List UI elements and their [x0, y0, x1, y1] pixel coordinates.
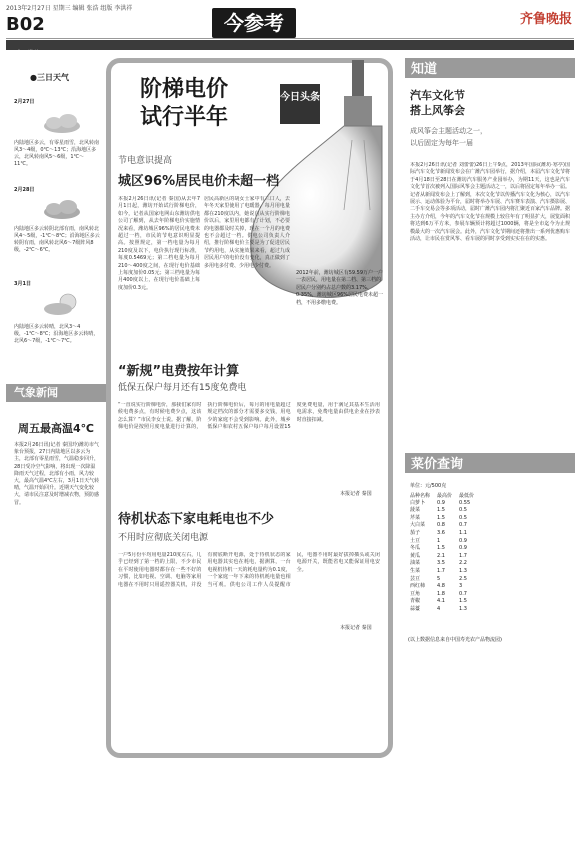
table-cell: 0.8: [437, 522, 445, 529]
weather-text-3: 内陆地区多云转晴，北风3～4级，-1℃～8℃；沿海地区多云转晴，北风6～7级，-1℃～7℃。: [14, 324, 99, 344]
table-cell: 茄子: [410, 529, 421, 536]
table-cell: 1.7: [459, 552, 467, 559]
table-cell: 4: [437, 605, 441, 612]
table-cell: 土豆: [410, 537, 421, 544]
cloudy-rain-icon: [40, 198, 84, 222]
table-cell: 0.9: [459, 537, 467, 544]
table-cell: 油菜: [410, 560, 421, 567]
newspaper-brand: 齐鲁晚报: [519, 12, 572, 27]
table-cell: 3.6: [437, 529, 445, 536]
headline-badge: 今日头条: [280, 84, 320, 124]
table-cell: 4.8: [437, 583, 445, 590]
table-cell: 1: [437, 537, 441, 544]
table-row: [408, 568, 479, 576]
table-cell: 1.3: [459, 567, 467, 574]
right-article-body: 本报2月26日讯(记者 刘蕾蕾)26日上午9点，2013年国际(潍坊·寒亭)国际汽车文化节新闻发布会在广潍汽车园举行，据介绍，本届汽车文化节将于4月18日至28日在潍坊汽车服务产业园举办，为期11天，这也是汽车文化节首次被列入国际风筝会主题活动之一，以后将固定每年举办一届。记者从新闻发布会上了解到，本次文化节以传播汽车文化为核心，以汽车展示、运动体验为平台，届时将举办车展、汽车赛车表演、汽车摄影展、二手车交易会等多项活动，届时广潍汽车园内将汇聚近百家汽车品牌。据主办方介绍，今年的汽车文化节在规模上较往年有了明显扩大，展览面积将达到6万平方米，参展车辆预计将超过1000辆，将是全市迄今为止规模最大的一次汽车展会。此外，汽车文化节期间还将推出一系列优惠购车活动，让市民在赏风筝、看车展的同时享受到实实在在的实惠。: [410, 162, 570, 243]
article-body-1: 本报2月26日讯(记者 秦国)从去年7月1日起，潍坊开始试行阶梯电价，如今，记者从国家电网山东潍坊供电公司了解到，从去年阶梯电价实施情况来看，潍坊城区96%的居民电费未超过一档，市民的节电意识明显提高。按照规定，第一档电量为每月210度及以下，电价执行现行标准，每度0.5469元；第二档电量为每月210～400度之间，在现行电价基础上每度加价0.05元；第三档电量为每月400度以上，在现行电价基础上每度加价0.3元。: [118, 196, 200, 291]
table-cell: 1.5: [437, 514, 445, 521]
table-cell: 2.2: [459, 560, 467, 567]
table-cell: 1.3: [459, 605, 467, 612]
table-row: [408, 606, 479, 614]
table-cell: 1.5: [459, 598, 467, 605]
article-body-3: 一户5月份平均用电量210度左右，几乎已经到了第一档的上限，不少市民在平时使用电器时都存在一些不好的习惯，比如电视、空调、电脑等家用电器在不用时只用遥控器关机，并没有彻底断开电源，处于待机状态的家用电器其实也在耗电，据测算，一台电视机待机一天的耗电量约为0.1度，一个家庭一年下来的待机耗电量也相当可观。供电公司工作人员提醒市民，电器不用时最好拔掉插头或关闭电源开关，既能省电又能保证用电安全。: [118, 552, 380, 588]
table-cell: 1.7: [437, 567, 445, 574]
table-row: [408, 576, 479, 584]
table-cell: 3.5: [437, 560, 445, 567]
table-cell: 2.5: [459, 575, 467, 582]
weather-text-1: 内陆地区多云，有零星雨雪，北风转南风3～4级，0℃～13℃；沿海地区多云，北风转南风5～6级，1℃～11℃。: [14, 140, 100, 167]
table-cell: 黄瓜: [410, 552, 421, 559]
table-cell: 蒜薹: [410, 605, 421, 612]
table-row: [408, 583, 479, 591]
byline-3: 本报记者 秦国: [340, 625, 372, 631]
table-cell: 0.55: [459, 499, 471, 506]
section-bar: [6, 40, 574, 57]
header-rule: [6, 38, 574, 39]
cloudy-snow-icon: [40, 112, 84, 136]
table-cell: 生菜: [410, 567, 421, 574]
table-cell: 芸豆: [410, 575, 421, 582]
table-cell: 0.7: [459, 590, 467, 597]
section-label: 今日潍坊: [16, 50, 41, 57]
table-cell: 大白菜: [410, 522, 426, 529]
page-number: B02: [6, 14, 45, 35]
table-cell: 西红柿: [410, 583, 426, 590]
weather-date-1: 2月27日: [14, 99, 35, 105]
table-row: [408, 545, 479, 553]
table-cell: 1.1: [459, 529, 467, 536]
price-source: (以上数据信息来自中国寿光农产品物流园): [408, 637, 502, 643]
table-cell: 4.1: [437, 598, 445, 605]
table-cell: 1.5: [437, 545, 445, 552]
table-cell: 0.5: [459, 514, 467, 521]
column-header: 品种名称: [410, 493, 431, 500]
table-cell: 冬瓜: [410, 545, 421, 552]
weather-date-2: 2月28日: [14, 187, 35, 193]
table-row: [408, 522, 479, 530]
table-cell: 3: [459, 583, 463, 590]
headline-1: 城区96%居民电价未超一档: [118, 174, 280, 189]
article-body-1b: 居民高新区的胡女士家中有三口人，去年冬天家里使用了电暖器，每月用电量都在210度以内，她说自从实行阶梯电价以后，家里用电都有了计划，不必要的电器都及时关掉，现在一个月的电费也不会超过一档。供电公司负责人介绍，推行阶梯电价主要是为了促进居民节约用电，从实施效果来看，超过九成居民用户的电价没有变化，真正做到了多用电多付费、少用电少付费。: [204, 196, 290, 269]
byline-2: 本报记者 秦国: [340, 491, 372, 497]
table-cell: 0.7: [459, 522, 467, 529]
section-logo: 今参考: [212, 8, 296, 38]
right-subhead: 成风筝会主题活动之一， 以后固定为每年一届: [410, 127, 487, 147]
table-cell: 白萝卜: [410, 499, 426, 506]
table-row: [408, 560, 479, 568]
main-title: 阶梯电价 试行半年: [140, 77, 229, 130]
table-cell: 0.9: [459, 545, 467, 552]
kicker: 节电意识提高: [118, 156, 173, 166]
vegetable-price-banner: 菜价查询: [405, 453, 575, 473]
weather-news-banner: 气象新闻: [6, 384, 106, 402]
table-header-row: [408, 492, 479, 500]
weather-date-3: 3月1日: [14, 281, 31, 287]
headline-3: 待机状态下家电耗电也不少: [118, 512, 275, 527]
table-cell: 豆角: [410, 590, 421, 597]
column-header: 最低价: [459, 493, 475, 500]
know-banner: 知道: [405, 58, 575, 78]
article-body-2: “一直说实行阶梯电价，那我们家有时候电费多点，有时候电费少点，这该怎么算？”市民李女士说。据了解，阶梯电价是按照月度电量进行计算的，执行阶梯电价后，每月的用电量超过规定档次的部分才需要多交钱，用电少的家庭不会受到影响。此外，城乡低保户和农村五保户每户每月设置15度免费电量，用于满足其基本生活用电需求，免费电量由供电企业在抄表时直接扣减。: [118, 402, 380, 431]
subhead-2: 低保五保户每月还有15度免费电: [118, 383, 247, 393]
bulb-caption: 2012年前，潍坊城区有59.59万户一户一表居民，用电量在第二档、第三档的居民户分别约占总户数的3.17%、0.35%，潍坊城区96%居民电费未超一档，不用多缴电费。: [296, 270, 384, 306]
right-headline: 汽车文化节 搭上风筝会: [410, 89, 465, 117]
table-cell: 0.5: [459, 507, 467, 514]
table-row: [408, 530, 479, 538]
table-cell: 青椒: [410, 598, 421, 605]
table-cell: 1.5: [437, 507, 445, 514]
table-row: [408, 507, 479, 515]
table-cell: 5: [437, 575, 441, 582]
subhead-3: 不用时应彻底关闭电源: [118, 533, 209, 543]
table-cell: 1.8: [437, 590, 445, 597]
table-cell: 菠菜: [410, 507, 421, 514]
weather-news-body: 本报2月26日讯(记者 秦国玲)潍坊市气象台预报，27日内陆地区以多云为主，北部有零星雨雪，气温稳步回升，28日受冷空气影响，将出现一次降温降雨天气过程，北部有小雨，风力较大，最高气温4℃左右，3月1日天气转晴，气温开始回升。近期天气变化较大，请市民注意及时增减衣物，预防感冒。: [14, 442, 100, 506]
weather-text-2: 内陆地区多云转阴北部有雨，南风转北风4～5级，-1℃～8℃；沿海地区多云转阴有雨，南风转北风6～7级阵风8级，-2℃～6℃。: [14, 226, 100, 253]
table-cell: 2.1: [437, 552, 445, 559]
weather-news-headline: 周五最高温4℃: [18, 422, 94, 435]
sun-cloud-icon: [40, 292, 84, 318]
table-cell: 0.9: [437, 499, 445, 506]
table-cell: 芹菜: [410, 514, 421, 521]
column-header: 最高价: [437, 493, 453, 500]
table-row: [408, 598, 479, 606]
price-table: [408, 492, 479, 614]
header-meta: 2013年2月27日 星期三 编辑 张浩 组版 李洪祥: [6, 5, 133, 12]
headline-2: “新规”电费按年计算: [118, 364, 240, 379]
weather-title: ●三日天气: [30, 73, 69, 82]
price-unit: 单位：元/500克: [410, 483, 447, 489]
